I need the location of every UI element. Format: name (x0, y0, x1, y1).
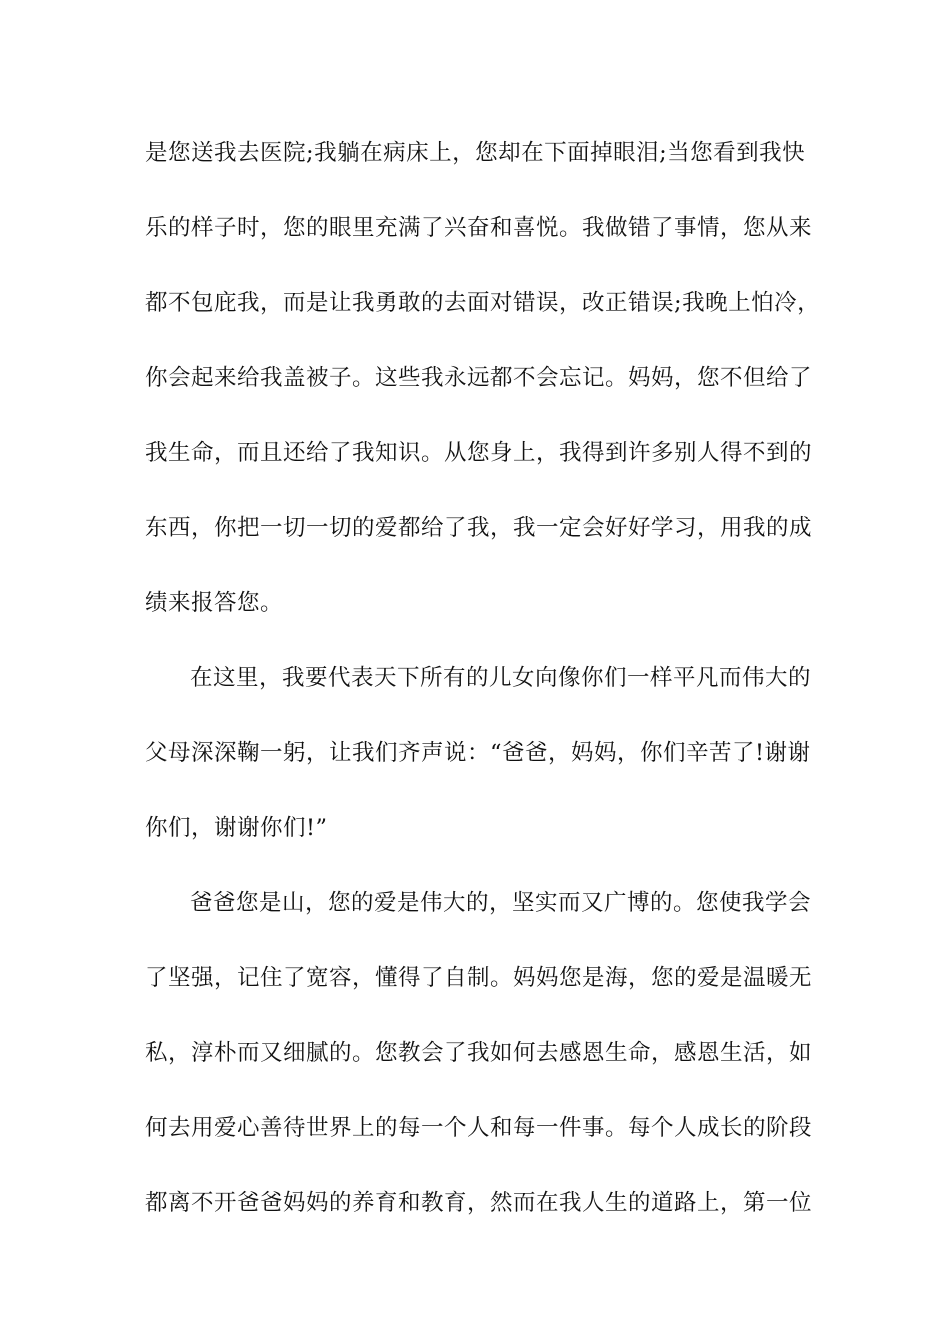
text-line: 何去用爱心善待世界上的每一个人和每一件事。每个人成长的阶段 (145, 1115, 813, 1141)
text-line: 了坚强，记住了宽容，懂得了自制。妈妈您是海，您的爱是温暖无 (145, 965, 813, 991)
text-line: 私，淳朴而又细腻的。您教会了我如何去感恩生命，感恩生活，如 (145, 1040, 813, 1066)
body-text (145, 131, 821, 1256)
text-line: 你会起来给我盖被子。这些我永远都不会忘记。妈妈，您不但给了 (145, 365, 813, 391)
text-line: 我生命，而且还给了我知识。从您身上，我得到许多别人得不到的 (145, 440, 813, 466)
text-line: 父母深深鞠一躬，让我们齐声说：“爸爸，妈妈，你们辛苦了!谢谢 (145, 740, 811, 766)
text-line: 东西，你把一切一切的爱都给了我，我一定会好好学习，用我的成 (145, 515, 813, 541)
text-line: 都不包庇我，而是让我勇敢的去面对错误，改正错误;我晚上怕冷， (145, 290, 821, 316)
text-line: 都离不开爸爸妈妈的养育和教育，然而在我人生的道路上，第一位 (145, 1190, 813, 1216)
text-line: 绩来报答您。 (145, 590, 284, 616)
text-line: 你们，谢谢你们!” (145, 815, 328, 841)
paragraph-start-line: 在这里，我要代表天下所有的儿女向像你们一样平凡而伟大的 (190, 665, 812, 691)
paragraph-start-line: 爸爸您是山，您的爱是伟大的，坚实而又广博的。您使我学会 (190, 890, 812, 916)
text-line: 是您送我去医院;我躺在病床上，您却在下面掉眼泪;当您看到我快 (145, 140, 806, 166)
text-line: 乐的样子时，您的眼里充满了兴奋和喜悦。我做错了事情，您从来 (145, 215, 813, 241)
